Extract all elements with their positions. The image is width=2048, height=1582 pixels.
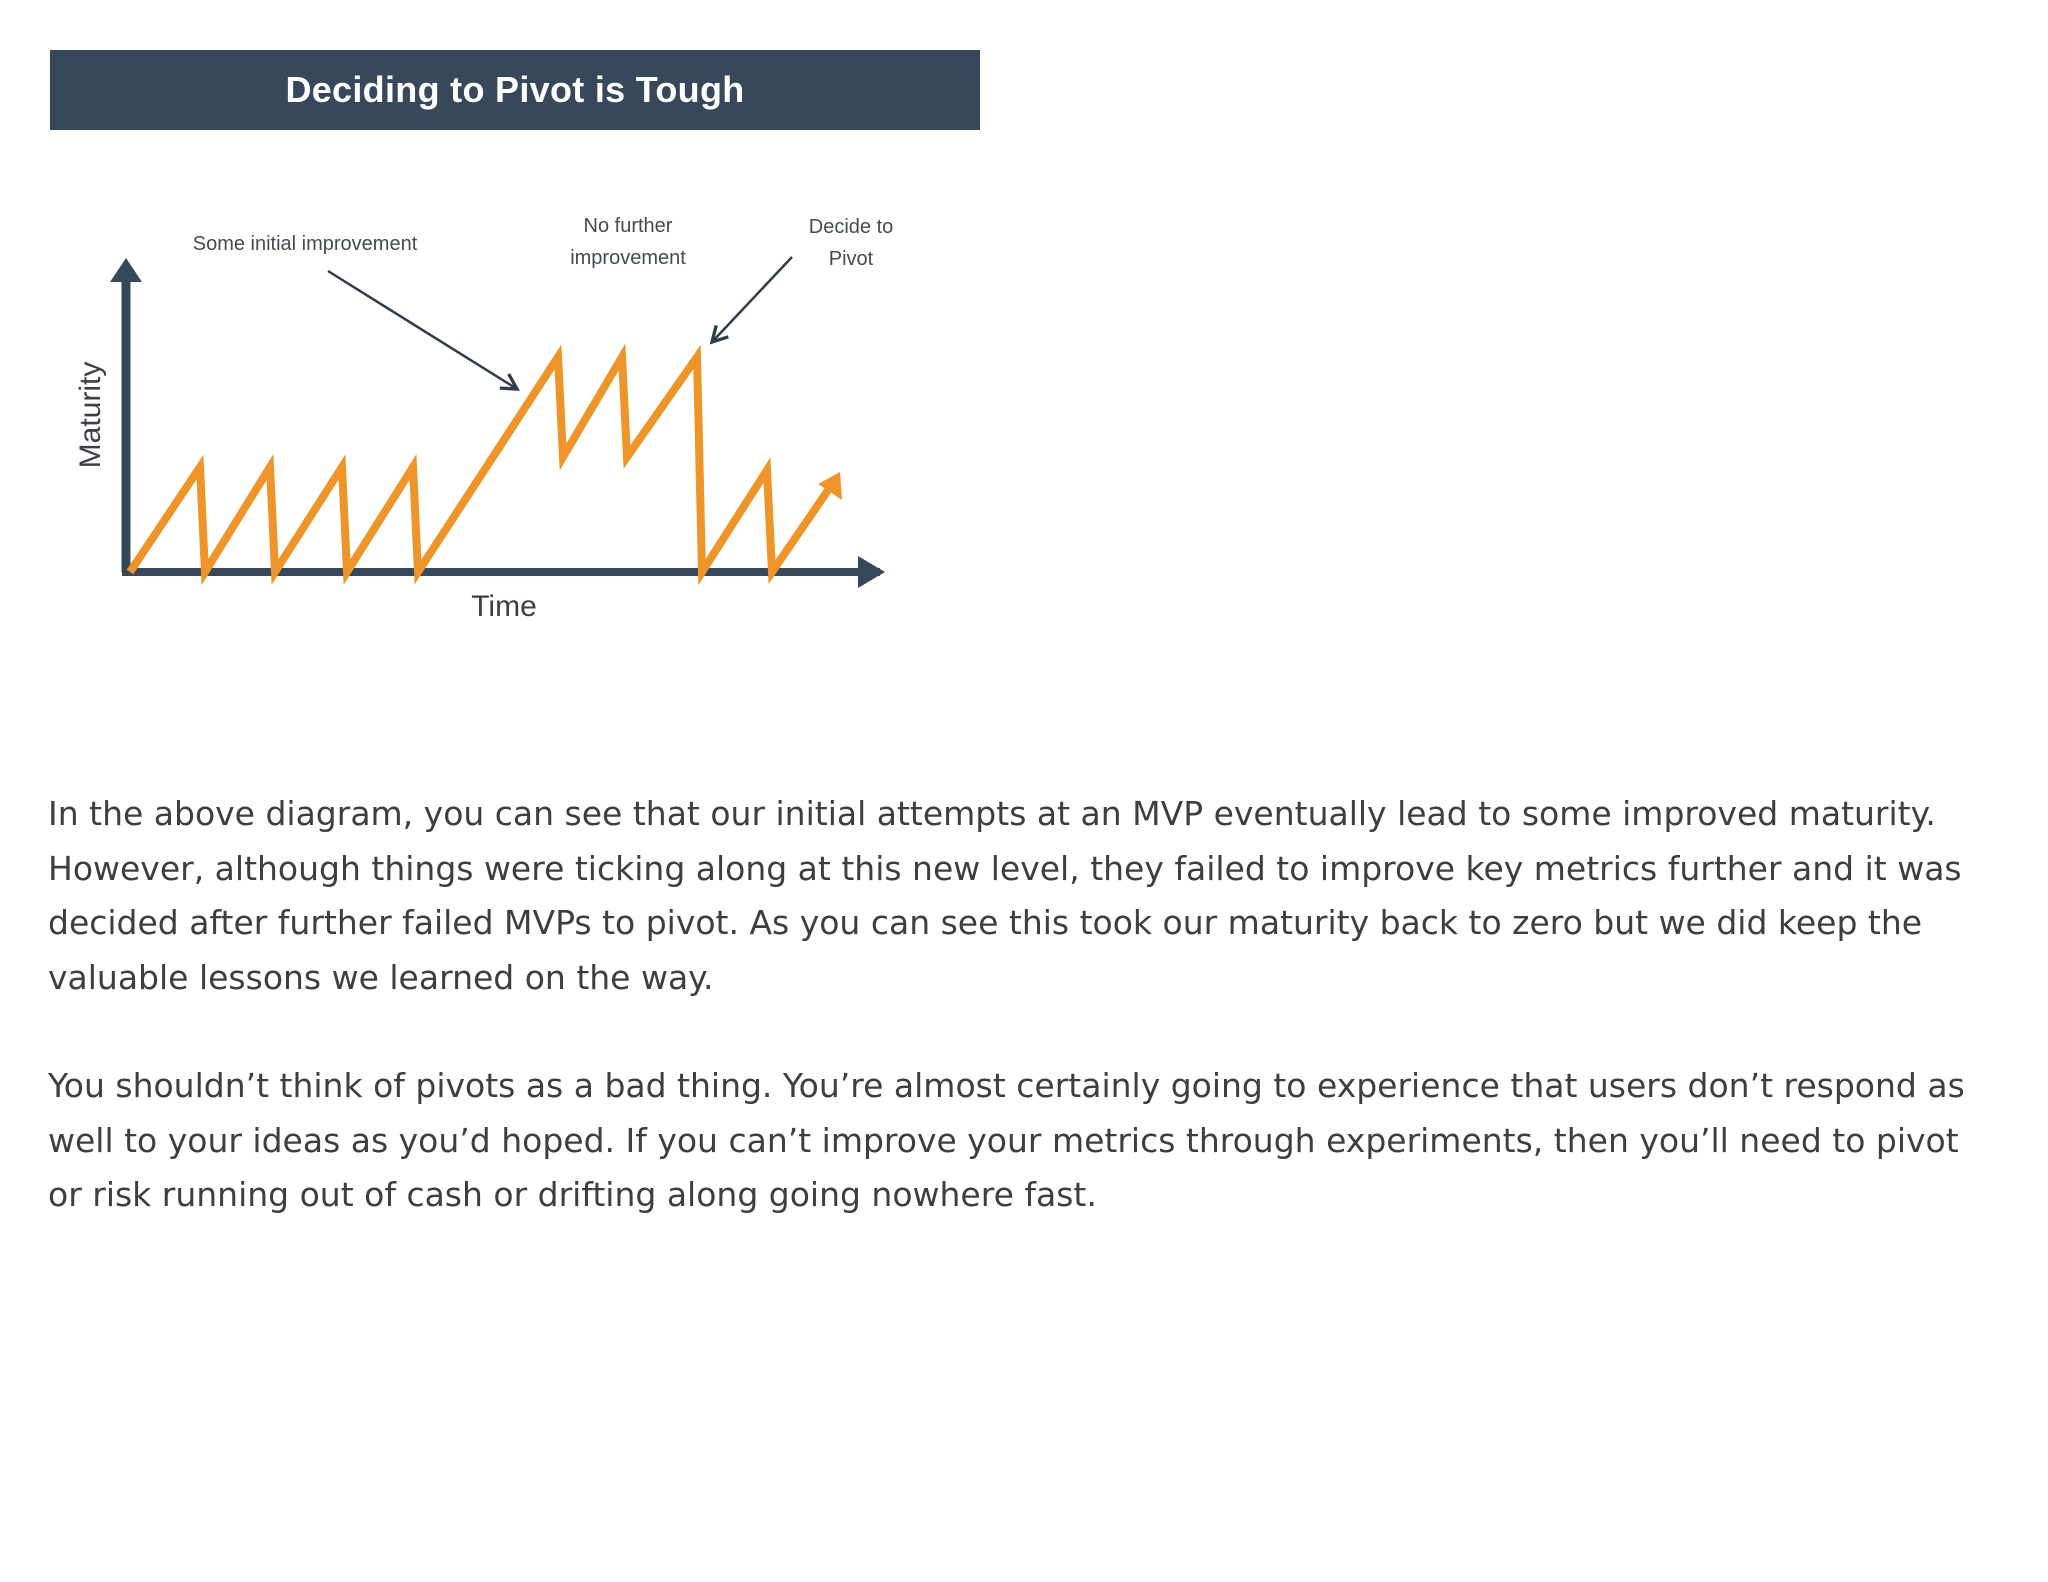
annotation-no-further-line2: improvement	[570, 247, 686, 269]
annotation-decide-line1: Decide to	[808, 216, 894, 238]
pivot-diagram-graphic	[50, 50, 980, 650]
x-axis-label: Time	[471, 590, 537, 623]
y-axis-arrowhead	[110, 258, 142, 282]
figure-title: Deciding to Pivot is Tough	[285, 69, 745, 110]
annotation-initial-improvement: Some initial improvement	[192, 233, 418, 255]
body-paragraph: You shouldn’t think of pivots as a bad thing. You’re almost certainly going to experience that users don’t respond as well to your ideas as you’d hoped. If you can’t improve your metrics through experiments, then you’ll need to pivot or risk running out of cash or drifting along going nowhere fast.	[48, 1066, 1965, 1214]
maturity-line	[130, 357, 835, 572]
x-axis-arrowhead	[858, 556, 885, 588]
decide-to-pivot-arrow	[712, 257, 792, 342]
body-paragraph: In the above diagram, you can see that our initial attempts at an MVP eventually lead to some improved maturity. However, although things were ticking along at this new level, they failed to improve key metrics further and it was decided after further failed MVPs to pivot. As you can see this took our maturity back to zero but we did keep the valuable lessons we learned on the way.	[48, 794, 1962, 997]
initial-improvement-arrow	[328, 271, 517, 389]
annotation-no-further-line1: No further	[583, 215, 673, 237]
annotation-decide-line2: Pivot	[828, 248, 874, 270]
y-axis-label: Maturity	[74, 361, 107, 469]
figure-title-banner	[50, 50, 980, 130]
pivot-diagram	[50, 50, 980, 650]
